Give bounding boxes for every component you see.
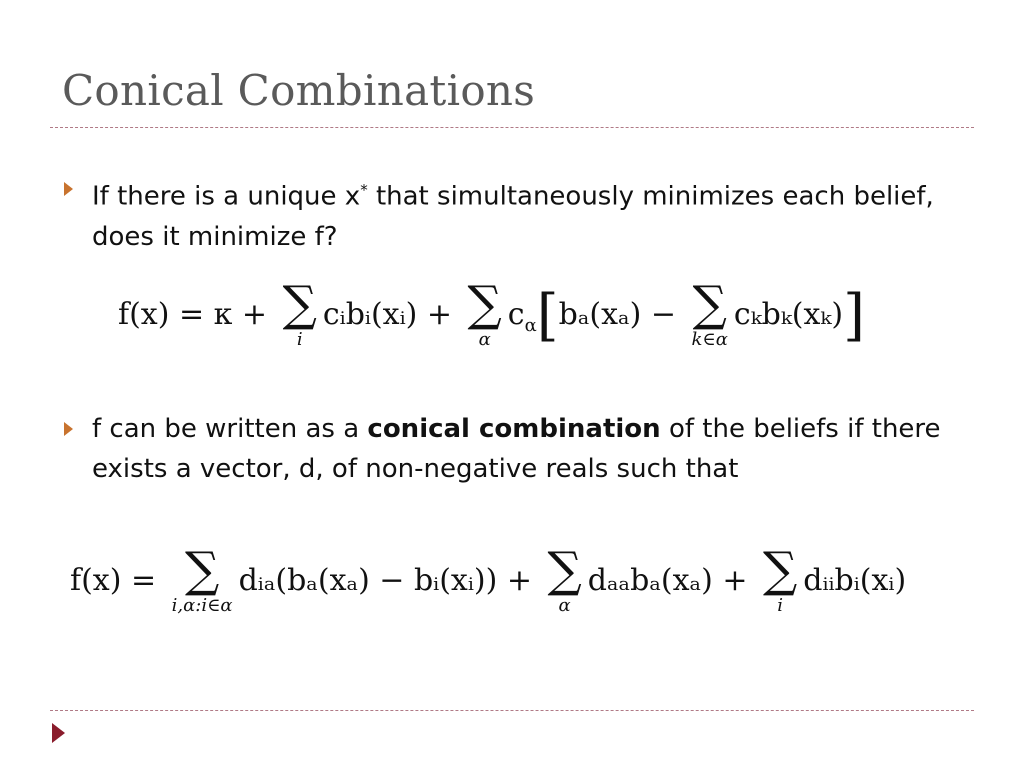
eq2-term1: dᵢₐ(bₐ(xₐ) − bᵢ(xᵢ)) + bbox=[238, 563, 542, 598]
sum-symbol: ∑ i bbox=[763, 542, 798, 616]
sum-symbol: ∑ α bbox=[547, 542, 582, 616]
eq2-sum2-sub: α bbox=[558, 595, 571, 616]
sum-symbol: ∑ i,α:i∈α bbox=[171, 542, 233, 616]
bullet-text-2 bbox=[92, 409, 952, 489]
eq1-term4: cₖbₖ(xₖ) bbox=[733, 297, 844, 332]
equation-2 bbox=[70, 542, 907, 616]
bullet2-part2: of the beliefs if there exists a vector, d, of non-negative reals such that bbox=[92, 414, 941, 484]
eq1-term1: cᵢbᵢ(xᵢ) + bbox=[322, 297, 462, 332]
eq1-sum3-sub: k∈α bbox=[691, 329, 728, 350]
bullet1-sup: * bbox=[360, 181, 368, 199]
eq2-term2: dₐₐbₐ(xₐ) + bbox=[587, 563, 757, 598]
bullet-arrow-icon bbox=[64, 422, 73, 436]
eq1-term2-sub: α bbox=[524, 315, 537, 336]
eq1-lhs: f(x) = κ + bbox=[118, 297, 277, 332]
top-divider bbox=[50, 127, 974, 128]
bullet2-bold: conical combination bbox=[367, 414, 661, 444]
bottom-divider bbox=[50, 710, 974, 711]
sum-symbol: ∑ k∈α bbox=[691, 276, 728, 350]
bullet1-part1: If there is a unique x bbox=[92, 181, 361, 212]
eq1-bracket-open: [ bbox=[536, 283, 559, 348]
equation-1 bbox=[118, 276, 865, 350]
eq2-term3: dᵢᵢbᵢ(xᵢ) bbox=[803, 563, 907, 598]
eq2-sum3-sub: i bbox=[777, 595, 784, 616]
eq1-bracket-close: ] bbox=[843, 283, 865, 348]
bullet-text-1 bbox=[92, 170, 952, 257]
bullet1-part2: that simultaneously minimizes each belief, does it minimize f? bbox=[92, 181, 934, 252]
slide-title: Conical Combinations bbox=[62, 66, 536, 115]
sum-symbol: ∑ i bbox=[282, 276, 317, 350]
sum-symbol: ∑ α bbox=[467, 276, 502, 350]
bullet2-part1: f can be written as a bbox=[92, 414, 368, 444]
eq2-lhs: f(x) = bbox=[70, 563, 166, 598]
eq1-sum2-sub: α bbox=[478, 329, 491, 350]
eq1-sum1-sub: i bbox=[296, 329, 303, 350]
corner-triangle-icon bbox=[52, 723, 65, 743]
eq1-term3: bₐ(xₐ) − bbox=[558, 297, 686, 332]
bullet-arrow-icon bbox=[64, 182, 73, 196]
eq1-term2-pre: c bbox=[507, 297, 525, 332]
eq2-sum1-sub: i,α:i∈α bbox=[171, 595, 233, 616]
